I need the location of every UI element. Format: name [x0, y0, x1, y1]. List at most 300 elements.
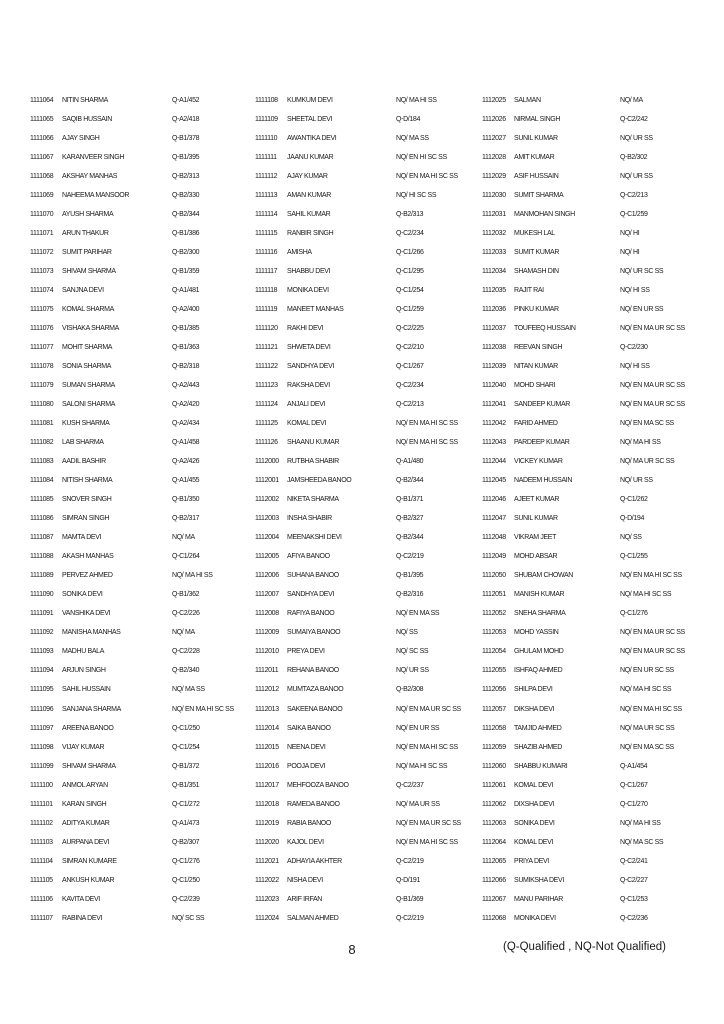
- roll-number: 1111077: [30, 344, 54, 352]
- candidate-name: SUMIT PARIHAR: [62, 249, 112, 257]
- roll-number: 1112030: [482, 192, 506, 200]
- roll-number: 1111070: [30, 211, 54, 219]
- result-code: Q-B1/362: [172, 591, 200, 599]
- result-code: NQ/ EN MA UR SC SS: [620, 382, 685, 390]
- result-row: [255, 513, 477, 532]
- result-row: [255, 894, 477, 913]
- roll-number: 1112005: [255, 553, 279, 561]
- candidate-name: SONIKA DEVI: [514, 819, 555, 827]
- roll-number: 1112046: [482, 496, 506, 504]
- roll-number: 1111071: [30, 230, 54, 238]
- result-row: [482, 818, 704, 837]
- result-code: Q-B1/395: [396, 572, 424, 580]
- candidate-name: VICKEY KUMAR: [514, 458, 563, 466]
- roll-number: 1111104: [30, 857, 53, 865]
- candidate-name: FARID AHMED: [514, 420, 558, 428]
- roll-number: 1112061: [482, 781, 506, 789]
- result-row: [482, 304, 704, 323]
- roll-number: 1112021: [255, 857, 279, 865]
- roll-number: 1112017: [255, 781, 279, 789]
- result-row: [255, 532, 477, 551]
- roll-number: 1111068: [30, 173, 54, 181]
- result-row: [255, 684, 477, 703]
- result-code: Q-A2/426: [172, 458, 200, 466]
- result-row: [30, 133, 252, 152]
- result-column-3: [482, 95, 704, 932]
- result-row: [255, 780, 477, 799]
- candidate-name: SHABBU KUMARI: [514, 762, 568, 770]
- candidate-name: KAJOL DEVI: [287, 838, 324, 846]
- roll-number: 1111078: [30, 363, 54, 371]
- result-row: [482, 570, 704, 589]
- roll-number: 1112022: [255, 876, 279, 884]
- candidate-name: RUTBHA SHABIR: [287, 458, 339, 466]
- result-code: Q-A2/434: [172, 420, 200, 428]
- result-row: [255, 589, 477, 608]
- result-code: NQ/ UR SS: [396, 667, 429, 675]
- candidate-name: SHUBAM CHOWAN: [514, 572, 573, 580]
- result-row: [30, 894, 252, 913]
- result-code: Q-C2/227: [620, 876, 648, 884]
- result-code: Q-A1/473: [172, 819, 200, 827]
- roll-number: 1111121: [255, 344, 278, 352]
- roll-number: 1112060: [482, 762, 506, 770]
- result-code: Q-C2/242: [620, 116, 648, 124]
- roll-number: 1112032: [482, 230, 506, 238]
- result-row: [255, 190, 477, 209]
- result-row: [482, 742, 704, 761]
- result-code: NQ/ HI SS: [620, 363, 650, 371]
- result-row: [255, 266, 477, 285]
- candidate-name: NITISH SHARMA: [62, 477, 113, 485]
- result-code: NQ/ MA: [172, 629, 195, 637]
- result-row: [482, 837, 704, 856]
- result-row: [30, 704, 252, 723]
- candidate-name: KOMAL DEVI: [514, 838, 554, 846]
- candidate-name: MEENAKSHI DEVI: [287, 534, 342, 542]
- candidate-name: AADIL BASHIR: [62, 458, 106, 466]
- roll-number: 1111080: [30, 401, 54, 409]
- candidate-name: AJEET KUMAR: [514, 496, 560, 504]
- candidate-name: ADHAYIA AKHTER: [287, 857, 342, 865]
- result-code: Q-C2/228: [172, 648, 200, 656]
- result-row: [30, 513, 252, 532]
- result-code: NQ/ MA UR SC SS: [620, 458, 675, 466]
- result-row: [482, 684, 704, 703]
- result-row: [255, 171, 477, 190]
- result-row: [255, 608, 477, 627]
- candidate-name: SONIA SHARMA: [62, 363, 112, 371]
- candidate-name: NISHA DEVI: [287, 876, 323, 884]
- candidate-name: MOHIT SHARMA: [62, 344, 113, 352]
- result-code: NQ/ MA: [620, 97, 643, 104]
- result-row: [482, 913, 704, 932]
- result-column-1: [30, 95, 252, 932]
- result-row: [30, 380, 252, 399]
- result-row: [255, 913, 477, 932]
- roll-number: 1111074: [30, 287, 54, 295]
- candidate-name: SANJNA DEVI: [62, 287, 104, 295]
- result-code: Q-B1/351: [172, 781, 200, 789]
- candidate-name: ANMOL ARYAN: [62, 781, 108, 789]
- result-code: NQ/ MA UR SS: [396, 800, 440, 808]
- result-code: Q-B2/302: [620, 154, 648, 162]
- roll-number: 1111095: [30, 686, 54, 694]
- roll-number: 1111081: [30, 420, 54, 428]
- result-row: [255, 228, 477, 247]
- result-code: Q-B2/317: [172, 515, 200, 523]
- candidate-name: MUMTAZA BANOO: [287, 686, 344, 694]
- candidate-name: SHEETAL DEVI: [287, 116, 333, 124]
- candidate-name: MAMTA DEVI: [62, 534, 102, 542]
- candidate-name: SHIVAM SHARMA: [62, 268, 116, 276]
- candidate-name: SUMAIYA BANOO: [287, 629, 341, 637]
- result-row: [255, 133, 477, 152]
- result-code: Q-B1/359: [172, 268, 200, 276]
- result-row: [30, 684, 252, 703]
- candidate-name: SUHANA BANOO: [287, 572, 339, 580]
- candidate-name: AMISHA: [287, 249, 312, 257]
- roll-number: 1112054: [482, 648, 506, 656]
- result-code: NQ/ EN MA HI SC SS: [620, 572, 682, 580]
- roll-number: 1112007: [255, 591, 279, 599]
- candidate-name: DIKSHA DEVI: [514, 705, 555, 713]
- result-row: [30, 361, 252, 380]
- result-row: [30, 247, 252, 266]
- candidate-name: VIJAY KUMAR: [62, 743, 105, 751]
- result-row: [482, 228, 704, 247]
- candidate-name: SUNIL KUMAR: [514, 135, 558, 143]
- roll-number: 1111085: [30, 496, 54, 504]
- result-code: NQ/ MA: [172, 534, 195, 542]
- roll-number: 1112019: [255, 819, 279, 827]
- roll-number: 1112036: [482, 306, 506, 314]
- roll-number: 1111100: [30, 781, 53, 789]
- result-row: [482, 589, 704, 608]
- roll-number: 1111101: [30, 800, 53, 808]
- result-row: [255, 665, 477, 684]
- result-code: Q-B2/327: [396, 515, 424, 523]
- result-code: Q-A1/481: [172, 287, 200, 295]
- candidate-name: AMIT KUMAR: [514, 154, 555, 162]
- result-code: NQ/ SC SS: [396, 648, 429, 656]
- result-code: Q-B2/316: [396, 591, 424, 599]
- roll-number: 1111079: [30, 382, 54, 390]
- roll-number: 1112026: [482, 116, 506, 124]
- result-row: [255, 418, 477, 437]
- result-code: NQ/ EN MA HI SC SS: [396, 173, 458, 181]
- result-row: [482, 665, 704, 684]
- roll-number: 1111119: [255, 306, 278, 314]
- candidate-name: AJAY KUMAR: [287, 173, 328, 181]
- result-row: [30, 266, 252, 285]
- result-code: Q-C2/230: [620, 344, 648, 352]
- result-code: Q-C1/264: [172, 553, 200, 561]
- roll-number: 1111106: [30, 895, 53, 903]
- candidate-name: PERVEZ AHMED: [62, 572, 113, 580]
- result-code: NQ/ MA HI SS: [396, 97, 437, 104]
- result-code: Q-B2/330: [172, 192, 200, 200]
- roll-number: 1112014: [255, 724, 279, 732]
- result-code: NQ/ EN MA HI SC SS: [396, 420, 458, 428]
- candidate-name: KOMAL SHARMA: [62, 306, 114, 314]
- candidate-name: RAJIT RAI: [514, 287, 544, 295]
- candidate-name: RAKHI DEVI: [287, 325, 324, 333]
- result-row: [30, 665, 252, 684]
- candidate-name: RAKSHA DEVI: [287, 382, 330, 390]
- candidate-name: PARDEEP KUMAR: [514, 439, 570, 447]
- result-row: [255, 209, 477, 228]
- result-code: Q-B1/386: [172, 230, 200, 238]
- roll-number: 1112003: [255, 515, 279, 523]
- candidate-name: KARANVEER SINGH: [62, 154, 125, 162]
- candidate-name: SAQIB HUSSAIN: [62, 116, 112, 124]
- candidate-name: KUSH SHARMA: [62, 420, 110, 428]
- roll-number: 1112034: [482, 268, 506, 276]
- result-code: Q-C2/219: [396, 857, 424, 865]
- roll-number: 1111073: [30, 268, 54, 276]
- result-code: NQ/ UR SS: [620, 173, 653, 181]
- roll-number: 1111072: [30, 249, 54, 257]
- result-code: Q-B2/313: [172, 173, 200, 181]
- result-code: Q-C1/259: [396, 306, 424, 314]
- result-code: NQ/ MA HI SS: [620, 439, 661, 447]
- result-row: [30, 114, 252, 133]
- roll-number: 1111097: [30, 724, 54, 732]
- candidate-name: VIKRAM JEET: [514, 534, 557, 542]
- result-code: Q-B2/307: [172, 838, 200, 846]
- result-code: Q-B1/385: [172, 325, 200, 333]
- roll-number: 1111084: [30, 477, 54, 485]
- candidate-name: AKSHAY MANHAS: [62, 173, 118, 181]
- roll-number: 1111114: [255, 211, 278, 219]
- result-code: NQ/ HI: [620, 249, 640, 257]
- result-code: Q-A2/418: [172, 116, 200, 124]
- result-row: [255, 380, 477, 399]
- result-row: [30, 818, 252, 837]
- candidate-name: SNOVER SINGH: [62, 496, 112, 504]
- result-code: Q-C1/250: [172, 876, 200, 884]
- candidate-name: SANDEEP KUMAR: [514, 401, 571, 409]
- candidate-name: RAFIYA BANOO: [287, 610, 335, 618]
- result-row: [482, 627, 704, 646]
- result-row: [30, 723, 252, 742]
- roll-number: 1111082: [30, 439, 54, 447]
- result-code: Q-B1/350: [172, 496, 200, 504]
- roll-number: 1111103: [30, 838, 53, 846]
- result-code: NQ/ EN MA UR SC SS: [620, 325, 685, 333]
- result-code: NQ/ SS: [396, 629, 418, 637]
- candidate-name: MEHFOOZA BANOO: [287, 781, 349, 789]
- candidate-name: SAHIL HUSSAIN: [62, 686, 111, 694]
- result-code: Q-C1/267: [396, 363, 424, 371]
- result-row: [30, 475, 252, 494]
- result-code: NQ/ UR SS: [620, 135, 653, 143]
- roll-number: 1111113: [255, 192, 278, 200]
- result-row: [30, 190, 252, 209]
- candidate-name: SNEHA SHARMA: [514, 610, 566, 618]
- result-row: [30, 856, 252, 875]
- result-code: NQ/ EN MA HI SC SS: [396, 838, 458, 846]
- result-code: NQ/ EN MA UR SC SS: [620, 401, 685, 409]
- candidate-name: SHAMASH DIN: [514, 268, 559, 276]
- candidate-name: ISHFAQ AHMED: [514, 667, 563, 675]
- result-code: Q-B2/313: [396, 211, 424, 219]
- candidate-name: MOHD ABSAR: [514, 553, 558, 561]
- candidate-name: SUMIKSHA DEVI: [514, 876, 564, 884]
- candidate-name: JAMSHEEDA BANOO: [287, 477, 352, 485]
- roll-number: 1111066: [30, 135, 54, 143]
- roll-number: 1112027: [482, 135, 506, 143]
- roll-number: 1111107: [30, 914, 53, 922]
- result-code: Q-C2/210: [396, 344, 424, 352]
- result-code: NQ/ MA SS: [172, 686, 205, 694]
- result-row: [482, 799, 704, 818]
- roll-number: 1112015: [255, 743, 279, 751]
- roll-number: 1111105: [30, 876, 53, 884]
- result-code: Q-B2/300: [172, 249, 200, 257]
- result-code: NQ/ SC SS: [172, 914, 205, 922]
- result-row: [482, 361, 704, 380]
- candidate-name: MADHU BALA: [62, 648, 105, 656]
- candidate-name: NITIN SHARMA: [62, 97, 108, 104]
- result-code: Q-A2/443: [172, 382, 200, 390]
- result-code: Q-C2/219: [396, 553, 424, 561]
- result-row: [482, 608, 704, 627]
- result-row: [255, 704, 477, 723]
- result-code: NQ/ MA SC SS: [620, 838, 664, 846]
- candidate-name: PINKU KUMAR: [514, 306, 559, 314]
- result-row: [30, 761, 252, 780]
- result-row: [482, 152, 704, 171]
- result-code: NQ/ MA HI SS: [620, 819, 661, 827]
- result-row: [30, 589, 252, 608]
- result-row: [482, 456, 704, 475]
- result-row: [255, 856, 477, 875]
- result-code: Q-A1/452: [172, 97, 200, 104]
- result-row: [255, 646, 477, 665]
- roll-number: 1111120: [255, 325, 278, 333]
- roll-number: 1112043: [482, 439, 506, 447]
- candidate-name: SHAZIB AHMED: [514, 743, 562, 751]
- result-code: Q-B2/308: [396, 686, 424, 694]
- result-row: [30, 646, 252, 665]
- roll-number: 1112008: [255, 610, 279, 618]
- result-code: Q-A2/420: [172, 401, 200, 409]
- candidate-name: MANISH KUMAR: [514, 591, 565, 599]
- candidate-name: NEENA DEVI: [287, 743, 326, 751]
- result-code: NQ/ UR SC SS: [620, 268, 664, 276]
- roll-number: 1112025: [482, 97, 506, 104]
- roll-number: 1112023: [255, 895, 279, 903]
- result-row: [30, 608, 252, 627]
- roll-number: 1111069: [30, 192, 54, 200]
- result-row: [255, 799, 477, 818]
- result-row: [482, 532, 704, 551]
- result-code: Q-C1/255: [620, 553, 648, 561]
- result-row: [482, 475, 704, 494]
- roll-number: 1112013: [255, 705, 279, 713]
- roll-number: 1111098: [30, 743, 54, 751]
- roll-number: 1111089: [30, 572, 54, 580]
- result-code: Q-B1/369: [396, 895, 424, 903]
- result-code: Q-B2/344: [172, 211, 200, 219]
- roll-number: 1112033: [482, 249, 506, 257]
- roll-number: 1112037: [482, 325, 506, 333]
- result-row: [482, 513, 704, 532]
- result-row: [255, 342, 477, 361]
- result-code: Q-C1/259: [620, 211, 648, 219]
- candidate-name: AYUSH SHARMA: [62, 211, 114, 219]
- result-code: Q-B2/318: [172, 363, 200, 371]
- result-row: [482, 133, 704, 152]
- candidate-name: AFIYA BANOO: [287, 553, 330, 561]
- legend-note: (Q-Qualified , NQ-Not Qualified): [503, 941, 666, 953]
- roll-number: 1112064: [482, 838, 506, 846]
- result-row: [482, 494, 704, 513]
- candidate-name: SHWETA DEVI: [287, 344, 331, 352]
- result-code: NQ/ EN MA UR SC SS: [620, 648, 685, 656]
- result-code: NQ/ HI: [620, 230, 640, 238]
- candidate-name: PRIYA DEVI: [514, 857, 549, 865]
- result-row: [30, 532, 252, 551]
- roll-number: 1111115: [255, 230, 278, 238]
- result-code: Q-C1/262: [620, 496, 648, 504]
- candidate-name: MANMOHAN SINGH: [514, 211, 575, 219]
- candidate-name: NAHEEMA MANSOOR: [62, 192, 130, 200]
- roll-number: 1112009: [255, 629, 279, 637]
- candidate-name: KUMKUM DEVI: [287, 97, 333, 104]
- result-code: NQ/ EN MA SC SS: [620, 743, 674, 751]
- candidate-name: PREYA DEVI: [287, 648, 325, 656]
- roll-number: 1112067: [482, 895, 506, 903]
- result-code: Q-C2/219: [396, 914, 424, 922]
- roll-number: 1111065: [30, 116, 54, 124]
- roll-number: 1112040: [482, 382, 506, 390]
- roll-number: 1112056: [482, 686, 506, 694]
- result-code: Q-C2/241: [620, 857, 648, 865]
- result-row: [255, 361, 477, 380]
- result-code: Q-A1/455: [172, 477, 200, 485]
- result-code: Q-B1/363: [172, 344, 200, 352]
- roll-number: 1111099: [30, 762, 54, 770]
- candidate-name: MANEET MANHAS: [287, 306, 344, 314]
- candidate-name: SANDHYA DEVI: [287, 363, 335, 371]
- result-row: [482, 342, 704, 361]
- result-row: [30, 570, 252, 589]
- candidate-name: SANJANA SHARMA: [62, 705, 121, 713]
- result-code: Q-B1/395: [172, 154, 200, 162]
- roll-number: 1111125: [255, 420, 278, 428]
- candidate-name: MOHD YASSIN: [514, 629, 559, 637]
- roll-number: 1111112: [255, 173, 278, 181]
- result-row: [482, 780, 704, 799]
- result-code: NQ/ EN MA UR SC SS: [620, 629, 685, 637]
- result-row: [482, 551, 704, 570]
- result-code: NQ/ MA HI SC SS: [620, 686, 672, 694]
- result-row: [482, 856, 704, 875]
- roll-number: 1112038: [482, 344, 506, 352]
- result-code: Q-D/191: [396, 876, 421, 884]
- candidate-name: SAHIL KUMAR: [287, 211, 331, 219]
- roll-number: 1112031: [482, 211, 506, 219]
- result-row: [482, 247, 704, 266]
- roll-number: 1112002: [255, 496, 279, 504]
- result-row: [255, 570, 477, 589]
- roll-number: 1112011: [255, 667, 279, 675]
- result-code: Q-C1/254: [172, 743, 200, 751]
- result-row: [482, 399, 704, 418]
